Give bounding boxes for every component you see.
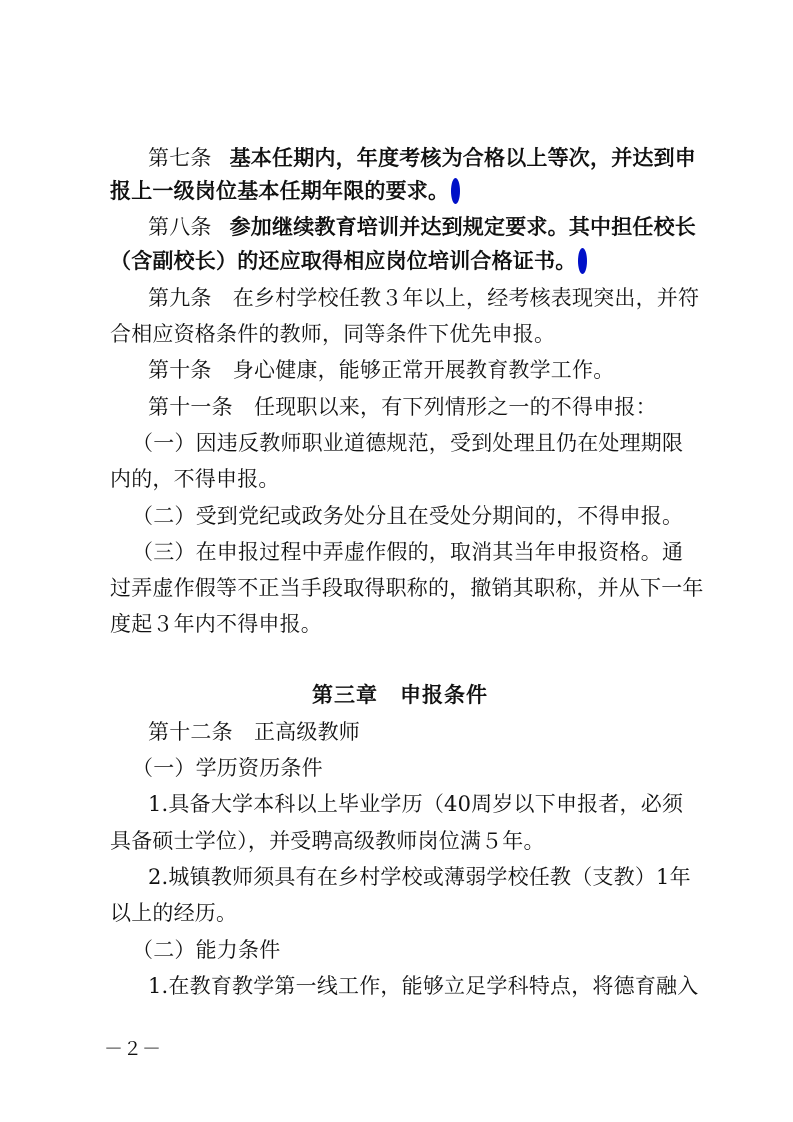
article-7-label: 第七条 [148, 146, 212, 170]
article-7-line-2 [110, 176, 690, 206]
article-7-line-1 [148, 143, 697, 173]
article-8-label: 第八条 [148, 215, 212, 239]
article-11-item-3-line-3: 度起３年内不得申报。 [110, 612, 322, 636]
article-8-line-1 [148, 212, 697, 242]
article-12-section-2: （二）能力条件 [132, 938, 281, 962]
revision-marker-icon [451, 178, 460, 204]
article-9-line-2: 合相应资格条件的教师，同等条件下优先申报。 [110, 322, 556, 346]
article-12-para-1-line-1: 1.具备大学本科以上毕业学历（40周岁以下申报者，必须 [148, 792, 684, 816]
article-12-para-3-line-1: 1.在教育教学第一线工作，能够立足学科特点，将德育融入 [148, 974, 699, 998]
article-7-text-cont: 报上一级岗位基本任期年限的要求。 [110, 179, 450, 203]
page-number: －２－ [104, 1038, 162, 1060]
article-11-line-1: 第十一条 任现职以来，有下列情形之一的不得申报： [148, 395, 657, 419]
chapter-title: 第三章 申报条件 [312, 683, 488, 707]
article-8-line-2 [110, 246, 690, 276]
article-12-para-2-line-1: 2.城镇教师须具有在乡村学校或薄弱学校任教（支教）1年 [148, 865, 691, 889]
article-7-text: 基本任期内，年度考核为合格以上等次，并达到申 [229, 146, 697, 170]
article-12-section-1: （一）学历资历条件 [132, 756, 323, 780]
article-11-item-3-line-1: （三）在申报过程中弄虚作假的，取消其当年申报资格。通 [132, 540, 684, 564]
article-12-para-1-line-2: 具备硕士学位），并受聘高级教师岗位满５年。 [110, 829, 545, 853]
article-11-item-1-line-1: （一）因违反教师职业道德规范，受到处理且仍在处理期限 [132, 431, 684, 455]
revision-marker-icon [578, 248, 587, 274]
article-8-text-cont: （含副校长）的还应取得相应岗位培训合格证书。 [110, 249, 577, 273]
article-10-line-1: 第十条 身心健康，能够正常开展教育教学工作。 [148, 358, 615, 382]
article-11-item-1-line-2: 内的，不得申报。 [110, 467, 280, 491]
article-8-text: 参加继续教育培训并达到规定要求。其中担任校长 [229, 215, 697, 239]
article-11-item-2-line-1: （二）受到党纪或政务处分且在受处分期间的，不得申报。 [132, 504, 684, 528]
article-9-line-1: 第九条 在乡村学校任教３年以上，经考核表现突出，并符 [148, 286, 700, 310]
article-12-para-2-line-2: 以上的经历。 [110, 901, 238, 925]
article-11-item-3-line-2: 过弄虚作假等不正当手段取得职称的，撤销其职称，并从下一年 [110, 576, 704, 600]
article-12-line-1: 第十二条 正高级教师 [148, 720, 360, 744]
